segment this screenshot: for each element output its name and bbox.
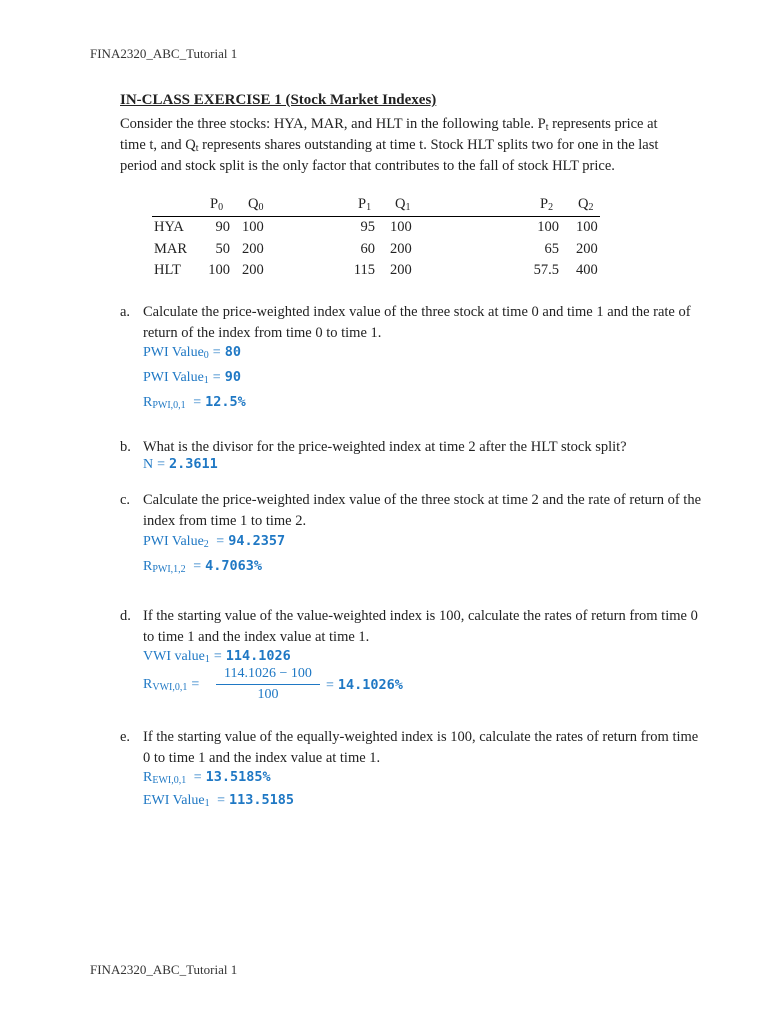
table-row [152,241,600,263]
answer-c2: $R_{PWI,1,2} = 4.7063\%$ [143,558,262,575]
answer-d2: $R_{VWI,0,1}$ = [143,677,200,693]
cell: 50 [215,240,230,257]
fraction-numerator: 114.1026 − 100 [216,666,320,685]
question-text: Calculate the price-weighted index value of the three stock at time 2 and the rate of return of the index from time 1 to time 2. [143,492,702,529]
fraction-denominator: 100 [257,687,279,702]
row-name: HYA [154,219,184,235]
question-letter: c. [120,492,131,508]
answer-e1: $R_{EWI,0,1} = 13.5185\%$ [143,769,271,786]
cell: 65 [544,240,559,257]
answer-a1: PWI Value$_0$ = 80 [143,344,241,361]
cell: 100 [576,219,598,235]
intro-sub-1: t [545,122,549,133]
intro-text-1: Consider the three stocks: HYA, MAR, and HLT in the following table. P [120,116,546,132]
answer-a3: $R_{PWI,0,1} = 12.5\%$ [143,394,246,411]
cell: 400 [576,262,598,278]
answer-a2: PWI Value$_1$ = 90 [143,369,241,386]
cell: 100 [390,219,412,235]
col-header-q1: $Q_1$ [395,196,411,213]
cell: 95 [360,219,375,235]
cell: 90 [215,219,230,235]
cell: 115 [353,262,375,278]
cell: 200 [390,262,412,278]
question-text: If the starting value of the equally-weighted index is 100, calculate the rates of return from time 0 to time 1 and the index value at time 1. [143,729,699,766]
cell: 200 [576,240,598,257]
col-header-q2: $Q_2$ [578,196,594,213]
cell: 100 [242,219,264,235]
intro-sub-2: t [195,143,199,154]
cell: 60 [360,240,375,257]
answer-b1: N = 2.3611 [143,456,218,472]
col-header-p0: $P_0$ [210,196,224,213]
question-letter: d. [120,608,131,624]
question-text: What is the divisor for the price-weighted index at time 2 after the HLT stock split? [143,439,627,455]
question-letter: e. [120,729,131,745]
row-name: MAR [154,240,188,257]
cell: 100 [208,262,230,278]
answer-d1: VWI value$_1$ = 114.1026 [143,648,291,665]
cell: 100 [537,219,559,235]
question-letter: b. [120,439,131,455]
cell: 200 [390,240,412,257]
question-letter: a. [120,304,131,320]
col-header-p2: $P_2$ [540,196,554,213]
answer-c1: PWI Value$_2$ = 94.2357 [143,533,286,550]
answer-d2-result: = 14.1026% [326,677,403,693]
intro-text-2: represents price at time t, and Q [120,116,658,153]
answer-e2: EWI Value$_1$ = 113.5185 [143,792,294,809]
page-footer: FINA2320_ABC_Tutorial 1 [90,962,238,977]
exercise-title: IN-CLASS EXERCISE 1 (Stock Market Indexes) [120,92,437,108]
table-row [152,262,600,284]
question-text: Calculate the price-weighted index value of the three stock at time 0 and time 1 and the rate of return of the index from time 0 to time 1. [143,304,691,341]
stock-table [152,196,600,284]
col-header-p1: $P_1$ [358,196,372,213]
fraction-d2 [216,666,320,703]
page-header: FINA2320_ABC_Tutorial 1 [90,46,238,61]
intro-paragraph [120,114,680,177]
cell: 57.5 [533,262,559,278]
col-header-q0: $Q_0$ [248,196,264,213]
table-header-row [152,196,600,217]
table-row [152,219,600,241]
cell: 200 [242,262,264,278]
cell: 200 [242,240,264,257]
row-name: HLT [154,262,181,278]
question-text: If the starting value of the value-weighted index is 100, calculate the rates of return from time 0 to time 1 and the index value at time 1. [143,608,698,645]
intro-text-3: represents shares outstanding at time t. Stock HLT splits two for one in the last period and stock split is the only factor that contributes to the fall of stock HLT price. [120,137,659,174]
